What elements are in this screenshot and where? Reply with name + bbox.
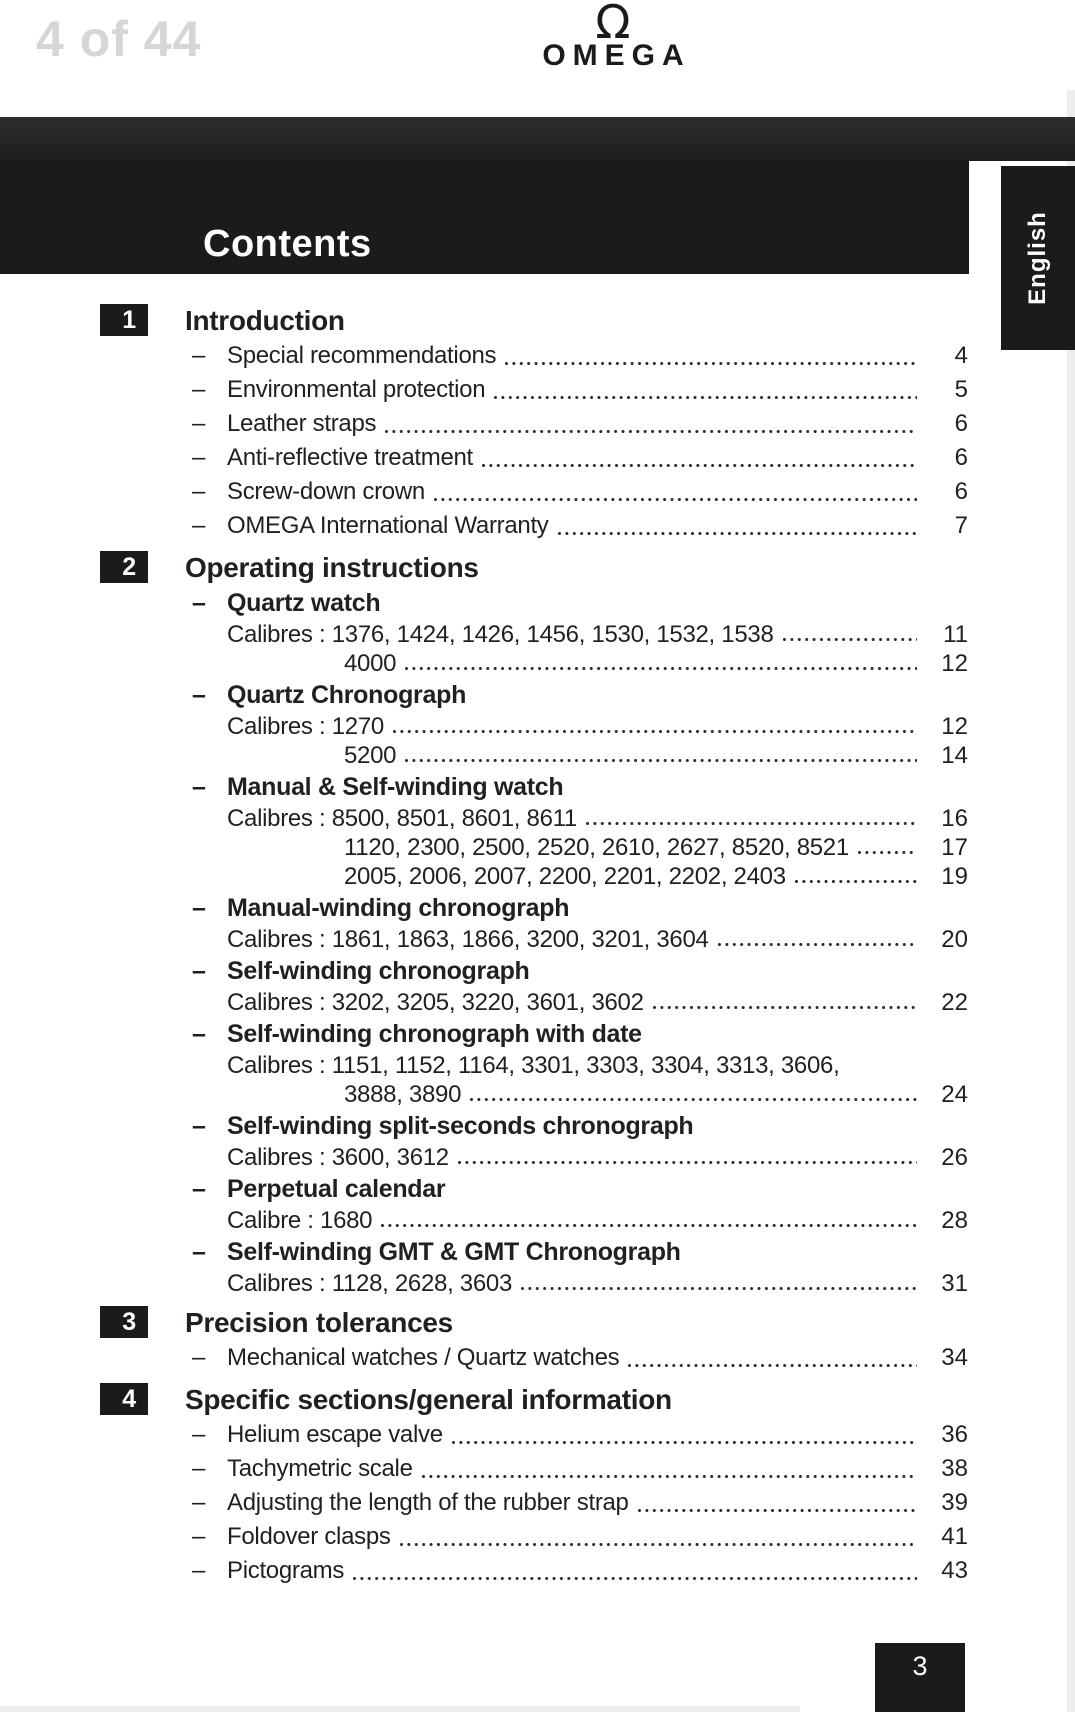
toc-label: Pictograms bbox=[227, 1557, 345, 1584]
toc-item-row bbox=[0, 891, 1075, 925]
toc-item-row bbox=[0, 1017, 1075, 1051]
toc-page-number: 39 bbox=[941, 1489, 968, 1516]
toc-label: Calibres : 8500, 8501, 8601, 8611 bbox=[227, 805, 577, 832]
toc-calibre-row bbox=[0, 925, 1075, 954]
dash-glyph: – bbox=[192, 1020, 206, 1048]
dash-glyph: – bbox=[192, 1523, 206, 1550]
toc-page-number: 20 bbox=[941, 926, 968, 953]
toc-label: Self-winding chronograph bbox=[227, 957, 530, 985]
dash-glyph: – bbox=[192, 1344, 206, 1371]
toc-item-row bbox=[0, 339, 1075, 373]
toc-page-number: 22 bbox=[941, 989, 968, 1016]
page-number: 3 bbox=[912, 1651, 928, 1681]
toc-label: Foldover clasps bbox=[227, 1523, 391, 1550]
dot-leader bbox=[586, 822, 917, 827]
dot-leader bbox=[795, 880, 917, 885]
toc-page-number: 41 bbox=[941, 1523, 968, 1550]
toc-label: Calibres : 1861, 1863, 1866, 3200, 3201, 3604 bbox=[227, 926, 709, 953]
toc-label: 3888, 3890 bbox=[344, 1081, 462, 1108]
contents-banner bbox=[0, 161, 969, 274]
toc-label: Calibres : 1376, 1424, 1426, 1456, 1530, 1532, 1538 bbox=[227, 621, 774, 648]
toc-label: Perpetual calendar bbox=[227, 1175, 446, 1203]
toc-calibre-row bbox=[0, 712, 1075, 741]
toc-page-number: 6 bbox=[954, 410, 968, 437]
toc-item-row bbox=[0, 678, 1075, 712]
section-number-badge: 1 bbox=[100, 304, 148, 336]
toc-item-row bbox=[0, 1452, 1075, 1486]
toc-item-row bbox=[0, 1235, 1075, 1269]
toc-calibre-row bbox=[0, 1269, 1075, 1298]
toc-label: Calibres : 3600, 3612 bbox=[227, 1144, 449, 1171]
toc-item-row bbox=[0, 475, 1075, 509]
toc-page-number: 36 bbox=[941, 1421, 968, 1448]
toc-label: Calibre : 1680 bbox=[227, 1207, 373, 1234]
toc-label: Environmental protection bbox=[227, 376, 486, 403]
toc-page-number: 31 bbox=[941, 1270, 968, 1297]
toc-page-number: 14 bbox=[941, 742, 968, 769]
dash-glyph: – bbox=[192, 1557, 206, 1584]
toc-label: Helium escape valve bbox=[227, 1421, 443, 1448]
dot-leader bbox=[718, 943, 917, 948]
dash-glyph: – bbox=[192, 444, 206, 471]
omega-symbol-icon: Ω bbox=[595, 0, 631, 49]
toc-section-row bbox=[0, 549, 1075, 586]
dot-leader bbox=[434, 498, 917, 503]
toc-calibre-row bbox=[0, 988, 1075, 1017]
dot-leader bbox=[653, 1006, 917, 1011]
toc-calibre-row bbox=[0, 620, 1075, 649]
toc-label: Calibres : 1128, 2628, 3603 bbox=[227, 1270, 512, 1297]
toc-item-row bbox=[0, 770, 1075, 804]
toc-item-row bbox=[0, 1486, 1075, 1520]
toc-label: Self-winding chronograph with date bbox=[227, 1020, 642, 1048]
toc-section-row bbox=[0, 302, 1075, 339]
toc-calibre-row bbox=[0, 741, 1075, 770]
toc-item-row bbox=[0, 586, 1075, 620]
toc-label: Quartz watch bbox=[227, 589, 381, 617]
page-position-indicator: 4 of 44 bbox=[36, 11, 202, 67]
toc-label: Anti-reflective treatment bbox=[227, 444, 473, 471]
toc-label: 4000 bbox=[344, 650, 397, 677]
dot-leader bbox=[783, 638, 918, 643]
toc-item-row bbox=[0, 954, 1075, 988]
dot-leader bbox=[638, 1509, 917, 1514]
toc-page-number: 12 bbox=[941, 650, 968, 677]
toc-label: Mechanical watches / Quartz watches bbox=[227, 1344, 620, 1371]
dot-leader bbox=[353, 1577, 917, 1582]
section-number-badge: 2 bbox=[100, 551, 148, 583]
toc-calibre-row bbox=[0, 1051, 1075, 1080]
toc-label: Leather straps bbox=[227, 410, 377, 437]
dot-leader bbox=[858, 851, 917, 856]
toc-item-row bbox=[0, 1520, 1075, 1554]
toc-label: Manual & Self-winding watch bbox=[227, 773, 564, 801]
header-bar bbox=[0, 117, 1075, 161]
dot-leader bbox=[400, 1543, 917, 1548]
dot-leader bbox=[405, 759, 917, 764]
toc-label: Calibres : 1151, 1152, 1164, 3301, 3303, 3304, 3313, 3606, bbox=[227, 1052, 840, 1079]
dot-leader bbox=[393, 730, 917, 735]
section-title: Introduction bbox=[185, 305, 345, 336]
toc-label: Manual-winding chronograph bbox=[227, 894, 570, 922]
toc-item-row bbox=[0, 373, 1075, 407]
section-title: Operating instructions bbox=[185, 552, 479, 583]
dot-leader bbox=[558, 532, 917, 537]
toc-label: Special recommendations bbox=[227, 342, 497, 369]
section-title: Precision tolerances bbox=[185, 1307, 453, 1338]
toc-section-row bbox=[0, 1381, 1075, 1418]
toc-label: OMEGA International Warranty bbox=[227, 512, 549, 539]
dash-glyph: – bbox=[192, 478, 206, 505]
dash-glyph: – bbox=[192, 1112, 206, 1140]
toc-page-number: 24 bbox=[941, 1081, 968, 1108]
dot-leader bbox=[628, 1364, 917, 1369]
toc-label: Self-winding GMT & GMT Chronograph bbox=[227, 1238, 681, 1266]
toc-label: Screw-down crown bbox=[227, 478, 425, 505]
toc-page-number: 26 bbox=[941, 1144, 968, 1171]
dash-glyph: – bbox=[192, 773, 206, 801]
dash-glyph: – bbox=[192, 376, 206, 403]
toc-item-row bbox=[0, 1418, 1075, 1452]
dot-leader bbox=[381, 1224, 917, 1229]
toc-label: Calibres : 3202, 3205, 3220, 3601, 3602 bbox=[227, 989, 644, 1016]
toc-page-number: 43 bbox=[941, 1557, 968, 1584]
dot-leader bbox=[405, 667, 917, 672]
section-number-badge: 3 bbox=[100, 1306, 148, 1338]
toc-calibre-row bbox=[0, 862, 1075, 891]
page-number-box bbox=[875, 1643, 965, 1712]
section-title: Specific sections/general information bbox=[185, 1384, 672, 1415]
toc-item-row bbox=[0, 509, 1075, 543]
toc-label: 1120, 2300, 2500, 2520, 2610, 2627, 8520, 8521 bbox=[344, 834, 849, 861]
dash-glyph: – bbox=[192, 512, 206, 539]
toc-page-number: 12 bbox=[941, 713, 968, 740]
toc-page-number: 7 bbox=[954, 512, 968, 539]
section-number-badge: 4 bbox=[100, 1383, 148, 1415]
dash-glyph: – bbox=[192, 1421, 206, 1448]
dash-glyph: – bbox=[192, 1489, 206, 1516]
toc-label: Tachymetric scale bbox=[227, 1455, 413, 1482]
dot-leader bbox=[422, 1475, 917, 1480]
dot-leader bbox=[521, 1287, 917, 1292]
toc-page-number: 19 bbox=[941, 863, 968, 890]
toc-label: Adjusting the length of the rubber strap bbox=[227, 1489, 629, 1516]
toc-item-row bbox=[0, 1172, 1075, 1206]
toc-calibre-row bbox=[0, 804, 1075, 833]
dot-leader bbox=[494, 396, 917, 401]
toc-label: 2005, 2006, 2007, 2200, 2201, 2202, 2403 bbox=[344, 863, 786, 890]
dash-glyph: – bbox=[192, 342, 206, 369]
toc-page-number: 17 bbox=[941, 834, 968, 861]
toc-item-row bbox=[0, 1109, 1075, 1143]
dash-glyph: – bbox=[192, 894, 206, 922]
toc-page-number: 5 bbox=[954, 376, 968, 403]
toc-label: Quartz Chronograph bbox=[227, 681, 467, 709]
dash-glyph: – bbox=[192, 1175, 206, 1203]
page-title: Contents bbox=[203, 223, 372, 265]
toc-label: Self-winding split-seconds chronograph bbox=[227, 1112, 694, 1140]
language-tab-label: English bbox=[1024, 211, 1052, 305]
dot-leader bbox=[505, 362, 917, 367]
toc-item-row bbox=[0, 441, 1075, 475]
toc-item-row bbox=[0, 1341, 1075, 1375]
toc-page-number: 4 bbox=[954, 342, 968, 369]
dash-glyph: – bbox=[192, 410, 206, 437]
toc bbox=[0, 302, 1075, 1588]
dash-glyph: – bbox=[192, 681, 206, 709]
toc-section-row bbox=[0, 1304, 1075, 1341]
toc-page-number: 28 bbox=[941, 1207, 968, 1234]
toc-page-number: 6 bbox=[954, 444, 968, 471]
dot-leader bbox=[458, 1161, 917, 1166]
toc-calibre-row bbox=[0, 649, 1075, 678]
toc-page-number: 6 bbox=[954, 478, 968, 505]
toc-page-number: 16 bbox=[941, 805, 968, 832]
omega-logo bbox=[542, 0, 691, 72]
toc-calibre-row bbox=[0, 1143, 1075, 1172]
dot-leader bbox=[482, 464, 917, 469]
toc-calibre-row bbox=[0, 1080, 1075, 1109]
toc-label: Calibres : 1270 bbox=[227, 713, 384, 740]
toc-page-number: 11 bbox=[943, 621, 968, 648]
dot-leader bbox=[470, 1098, 917, 1103]
dash-glyph: – bbox=[192, 1238, 206, 1266]
toc-page-number: 34 bbox=[941, 1344, 968, 1371]
scan-edge-bottom bbox=[0, 1706, 800, 1712]
omega-logo-text: OMEGA bbox=[542, 39, 691, 72]
toc-calibre-row bbox=[0, 833, 1075, 862]
toc-item-row bbox=[0, 407, 1075, 441]
toc-label: 5200 bbox=[344, 742, 397, 769]
dash-glyph: – bbox=[192, 589, 206, 617]
toc-page-number: 38 bbox=[941, 1455, 968, 1482]
dot-leader bbox=[452, 1441, 917, 1446]
dot-leader bbox=[385, 430, 917, 435]
toc-calibre-row bbox=[0, 1206, 1075, 1235]
dash-glyph: – bbox=[192, 957, 206, 985]
toc-item-row bbox=[0, 1554, 1075, 1588]
dash-glyph: – bbox=[192, 1455, 206, 1482]
